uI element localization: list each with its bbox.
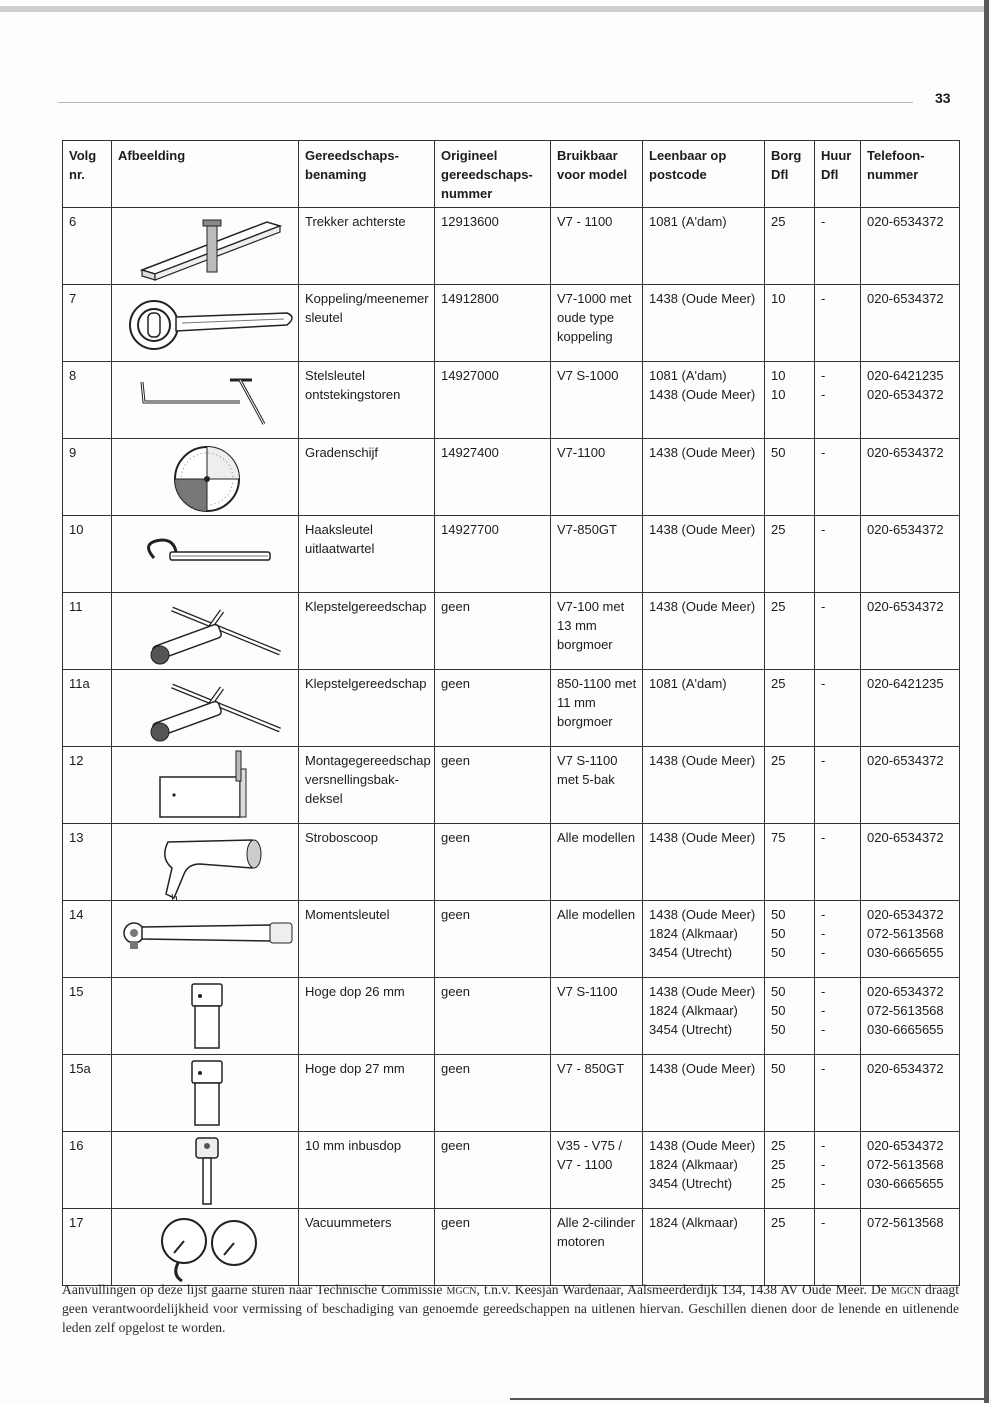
cell-huur: - - - xyxy=(815,901,861,978)
cell-image xyxy=(112,362,299,439)
cell-postcode: 1081 (A'dam) xyxy=(643,670,765,747)
cell-origineel: geen xyxy=(435,670,551,747)
header-huur: Huur Dfl xyxy=(815,141,861,208)
cell-origineel: geen xyxy=(435,901,551,978)
cell-benaming: Trekker achterste xyxy=(299,208,435,285)
cell-nr: 17 xyxy=(63,1209,112,1286)
strobe-light-icon xyxy=(112,824,298,900)
table-row xyxy=(63,1055,960,1132)
ignition-wrench-icon xyxy=(112,362,298,438)
cell-model: V7-850GT xyxy=(551,516,643,593)
cell-image xyxy=(112,439,299,516)
cell-benaming: Klepstelgereedschap xyxy=(299,593,435,670)
cell-nr: 8 xyxy=(63,362,112,439)
cell-image xyxy=(112,978,299,1055)
cell-origineel: 14927700 xyxy=(435,516,551,593)
cell-benaming: Stelsleutel ontstekingstoren xyxy=(299,362,435,439)
cell-huur: - xyxy=(815,670,861,747)
cell-telefoon: 020-6421235 xyxy=(861,670,960,747)
cell-borg: 50 50 50 xyxy=(765,978,815,1055)
header-benaming: Gereedschaps- benaming xyxy=(299,141,435,208)
cell-borg: 25 xyxy=(765,516,815,593)
cell-model: Alle modellen xyxy=(551,824,643,901)
cell-nr: 11a xyxy=(63,670,112,747)
cell-benaming: Gradenschijf xyxy=(299,439,435,516)
hook-wrench-icon xyxy=(112,516,298,592)
cell-origineel: geen xyxy=(435,1209,551,1286)
header-borg: Borg Dfl xyxy=(765,141,815,208)
cell-benaming: Koppeling/meenemer sleutel xyxy=(299,285,435,362)
cell-telefoon: 072-5613568 xyxy=(861,1209,960,1286)
table-row xyxy=(63,1132,960,1209)
cell-model: V7 S-1100 met 5-bak xyxy=(551,747,643,824)
cell-postcode: 1438 (Oude Meer) xyxy=(643,824,765,901)
valve-tool-icon xyxy=(112,593,298,669)
cell-origineel: geen xyxy=(435,747,551,824)
cell-telefoon: 020-6534372 xyxy=(861,593,960,670)
cell-borg: 50 50 50 xyxy=(765,901,815,978)
cell-benaming: Hoge dop 27 mm xyxy=(299,1055,435,1132)
table-row xyxy=(63,285,960,362)
degree-disc-icon xyxy=(112,439,298,515)
cell-huur: - xyxy=(815,1209,861,1286)
cell-origineel: 14927000 xyxy=(435,362,551,439)
cell-huur: - xyxy=(815,824,861,901)
footnote-text-2: , t.n.v. Keesjan Wardenaar, Aalsmeerderdijk 134, 1438 AV Oude Meer. De xyxy=(476,1282,891,1297)
cell-postcode: 1824 (Alkmaar) xyxy=(643,1209,765,1286)
header-bruikbaar: Bruikbaar voor model xyxy=(551,141,643,208)
header-rule xyxy=(58,102,913,103)
cell-origineel: geen xyxy=(435,824,551,901)
cell-telefoon: 020-6421235 020-6534372 xyxy=(861,362,960,439)
tools-table xyxy=(62,140,960,1286)
cell-nr: 12 xyxy=(63,747,112,824)
cell-borg: 50 xyxy=(765,1055,815,1132)
cell-image xyxy=(112,516,299,593)
cell-nr: 6 xyxy=(63,208,112,285)
cell-telefoon: 020-6534372 072-5613568 030-6665655 xyxy=(861,901,960,978)
top-scan-edge xyxy=(0,6,989,12)
table-row xyxy=(63,670,960,747)
cell-origineel: 14927400 xyxy=(435,439,551,516)
footnote-mgcn-1: mgcn xyxy=(446,1282,477,1297)
cell-nr: 7 xyxy=(63,285,112,362)
cell-huur: - xyxy=(815,208,861,285)
table-row xyxy=(63,516,960,593)
table-row xyxy=(63,593,960,670)
cell-benaming: Vacuummeters xyxy=(299,1209,435,1286)
cell-benaming: Momentsleutel xyxy=(299,901,435,978)
right-scan-edge xyxy=(984,0,989,1403)
cell-nr: 14 xyxy=(63,901,112,978)
mounting-tool-icon xyxy=(112,747,298,823)
cell-model: 850-1100 met 11 mm borgmoer xyxy=(551,670,643,747)
cell-image xyxy=(112,208,299,285)
cell-telefoon: 020-6534372 xyxy=(861,1055,960,1132)
cell-origineel: 12913600 xyxy=(435,208,551,285)
cell-nr: 10 xyxy=(63,516,112,593)
clutch-wrench-icon xyxy=(112,285,298,361)
cell-model: Alle 2-cilinder motoren xyxy=(551,1209,643,1286)
cell-huur: - xyxy=(815,593,861,670)
cell-borg: 25 25 25 xyxy=(765,1132,815,1209)
torque-wrench-icon xyxy=(112,901,298,977)
cell-postcode: 1438 (Oude Meer) 1824 (Alkmaar) 3454 (Utrecht) xyxy=(643,1132,765,1209)
table-row xyxy=(63,439,960,516)
cell-origineel: geen xyxy=(435,593,551,670)
cell-model: V7-100 met 13 mm borgmoer xyxy=(551,593,643,670)
cell-benaming: 10 mm inbusdop xyxy=(299,1132,435,1209)
cell-nr: 9 xyxy=(63,439,112,516)
cell-borg: 25 xyxy=(765,1209,815,1286)
cell-borg: 25 xyxy=(765,670,815,747)
cell-model: V7-1000 met oude type koppeling xyxy=(551,285,643,362)
cell-model: Alle modellen xyxy=(551,901,643,978)
cell-telefoon: 020-6534372 xyxy=(861,747,960,824)
cell-borg: 25 xyxy=(765,747,815,824)
cell-image xyxy=(112,593,299,670)
cell-telefoon: 020-6534372 xyxy=(861,516,960,593)
cell-borg: 10 xyxy=(765,285,815,362)
cell-telefoon: 020-6534372 xyxy=(861,439,960,516)
cell-borg: 25 xyxy=(765,208,815,285)
cell-postcode: 1438 (Oude Meer) xyxy=(643,747,765,824)
cell-postcode: 1438 (Oude Meer) xyxy=(643,516,765,593)
cell-huur: - xyxy=(815,516,861,593)
table-row xyxy=(63,901,960,978)
cell-model: V7 - 1100 xyxy=(551,208,643,285)
cell-nr: 15a xyxy=(63,1055,112,1132)
cell-model: V7 - 850GT xyxy=(551,1055,643,1132)
pull-bar-icon xyxy=(112,208,298,284)
cell-borg: 25 xyxy=(765,593,815,670)
header-volg: Volg nr. xyxy=(63,141,112,208)
cell-image xyxy=(112,901,299,978)
cell-model: V7-1100 xyxy=(551,439,643,516)
bottom-rule xyxy=(510,1398,989,1400)
table-row xyxy=(63,747,960,824)
cell-origineel: geen xyxy=(435,1055,551,1132)
socket-icon xyxy=(112,1055,298,1131)
footnote-mgcn-2: mgcn xyxy=(890,1282,921,1297)
cell-telefoon: 020-6534372 xyxy=(861,208,960,285)
footnote-text-3: draagt geen verantwoordelijkheid voor vermissing of beschadiging van genoemde gereedschappen na uitlenen hiervan. Geschillen dienen door de lenende en uitlenende leden zelf opgelost te worden. xyxy=(62,1282,959,1335)
cell-telefoon: 020-6534372 072-5613568 030-6665655 xyxy=(861,978,960,1055)
cell-nr: 15 xyxy=(63,978,112,1055)
page-number: 33 xyxy=(935,90,951,106)
cell-image xyxy=(112,1209,299,1286)
cell-model: V7 S-1000 xyxy=(551,362,643,439)
cell-benaming: Klepstelgereedschap xyxy=(299,670,435,747)
cell-model: V35 - V75 / V7 - 1100 xyxy=(551,1132,643,1209)
cell-postcode: 1438 (Oude Meer) xyxy=(643,1055,765,1132)
cell-image xyxy=(112,1132,299,1209)
cell-origineel: geen xyxy=(435,978,551,1055)
cell-huur: - - xyxy=(815,362,861,439)
cell-borg: 50 xyxy=(765,439,815,516)
cell-huur: - xyxy=(815,1055,861,1132)
cell-origineel: 14912800 xyxy=(435,285,551,362)
header-origineel: Origineel gereedschaps- nummer xyxy=(435,141,551,208)
cell-image xyxy=(112,824,299,901)
cell-huur: - xyxy=(815,439,861,516)
cell-huur: - xyxy=(815,285,861,362)
cell-borg: 10 10 xyxy=(765,362,815,439)
table-row xyxy=(63,362,960,439)
vacuum-gauges-icon xyxy=(112,1209,298,1285)
table-header-row xyxy=(63,141,960,208)
cell-image xyxy=(112,1055,299,1132)
header-afbeelding: Afbeelding xyxy=(112,141,299,208)
cell-image xyxy=(112,747,299,824)
cell-huur: - - - xyxy=(815,1132,861,1209)
cell-nr: 16 xyxy=(63,1132,112,1209)
cell-borg: 75 xyxy=(765,824,815,901)
cell-benaming: Montagegereedschap versnellingsbak- deksel xyxy=(299,747,435,824)
cell-image xyxy=(112,285,299,362)
cell-image xyxy=(112,670,299,747)
footnote xyxy=(62,1280,959,1337)
header-leenbaar: Leenbaar op postcode xyxy=(643,141,765,208)
cell-postcode: 1081 (A'dam) 1438 (Oude Meer) xyxy=(643,362,765,439)
cell-postcode: 1438 (Oude Meer) xyxy=(643,285,765,362)
cell-benaming: Stroboscoop xyxy=(299,824,435,901)
cell-postcode: 1438 (Oude Meer) xyxy=(643,439,765,516)
table-row xyxy=(63,208,960,285)
cell-postcode: 1438 (Oude Meer) 1824 (Alkmaar) 3454 (Utrecht) xyxy=(643,901,765,978)
cell-origineel: geen xyxy=(435,1132,551,1209)
valve-tool-icon xyxy=(112,670,298,746)
cell-model: V7 S-1100 xyxy=(551,978,643,1055)
cell-benaming: Hoge dop 26 mm xyxy=(299,978,435,1055)
cell-benaming: Haaksleutel uitlaatwartel xyxy=(299,516,435,593)
table-row xyxy=(63,824,960,901)
header-telefoon: Telefoon- nummer xyxy=(861,141,960,208)
cell-huur: - xyxy=(815,747,861,824)
footnote-text-1: Aanvullingen op deze lijst gaarne sturen naar Technische Commissie xyxy=(62,1282,447,1297)
cell-postcode: 1438 (Oude Meer) 1824 (Alkmaar) 3454 (Utrecht) xyxy=(643,978,765,1055)
cell-postcode: 1438 (Oude Meer) xyxy=(643,593,765,670)
cell-nr: 13 xyxy=(63,824,112,901)
cell-telefoon: 020-6534372 072-5613568 030-6665655 xyxy=(861,1132,960,1209)
cell-huur: - - - xyxy=(815,978,861,1055)
cell-postcode: 1081 (A'dam) xyxy=(643,208,765,285)
cell-telefoon: 020-6534372 xyxy=(861,285,960,362)
cell-nr: 11 xyxy=(63,593,112,670)
hex-socket-icon xyxy=(112,1132,298,1208)
table-row xyxy=(63,1209,960,1286)
table-row xyxy=(63,978,960,1055)
cell-telefoon: 020-6534372 xyxy=(861,824,960,901)
socket-icon xyxy=(112,978,298,1054)
